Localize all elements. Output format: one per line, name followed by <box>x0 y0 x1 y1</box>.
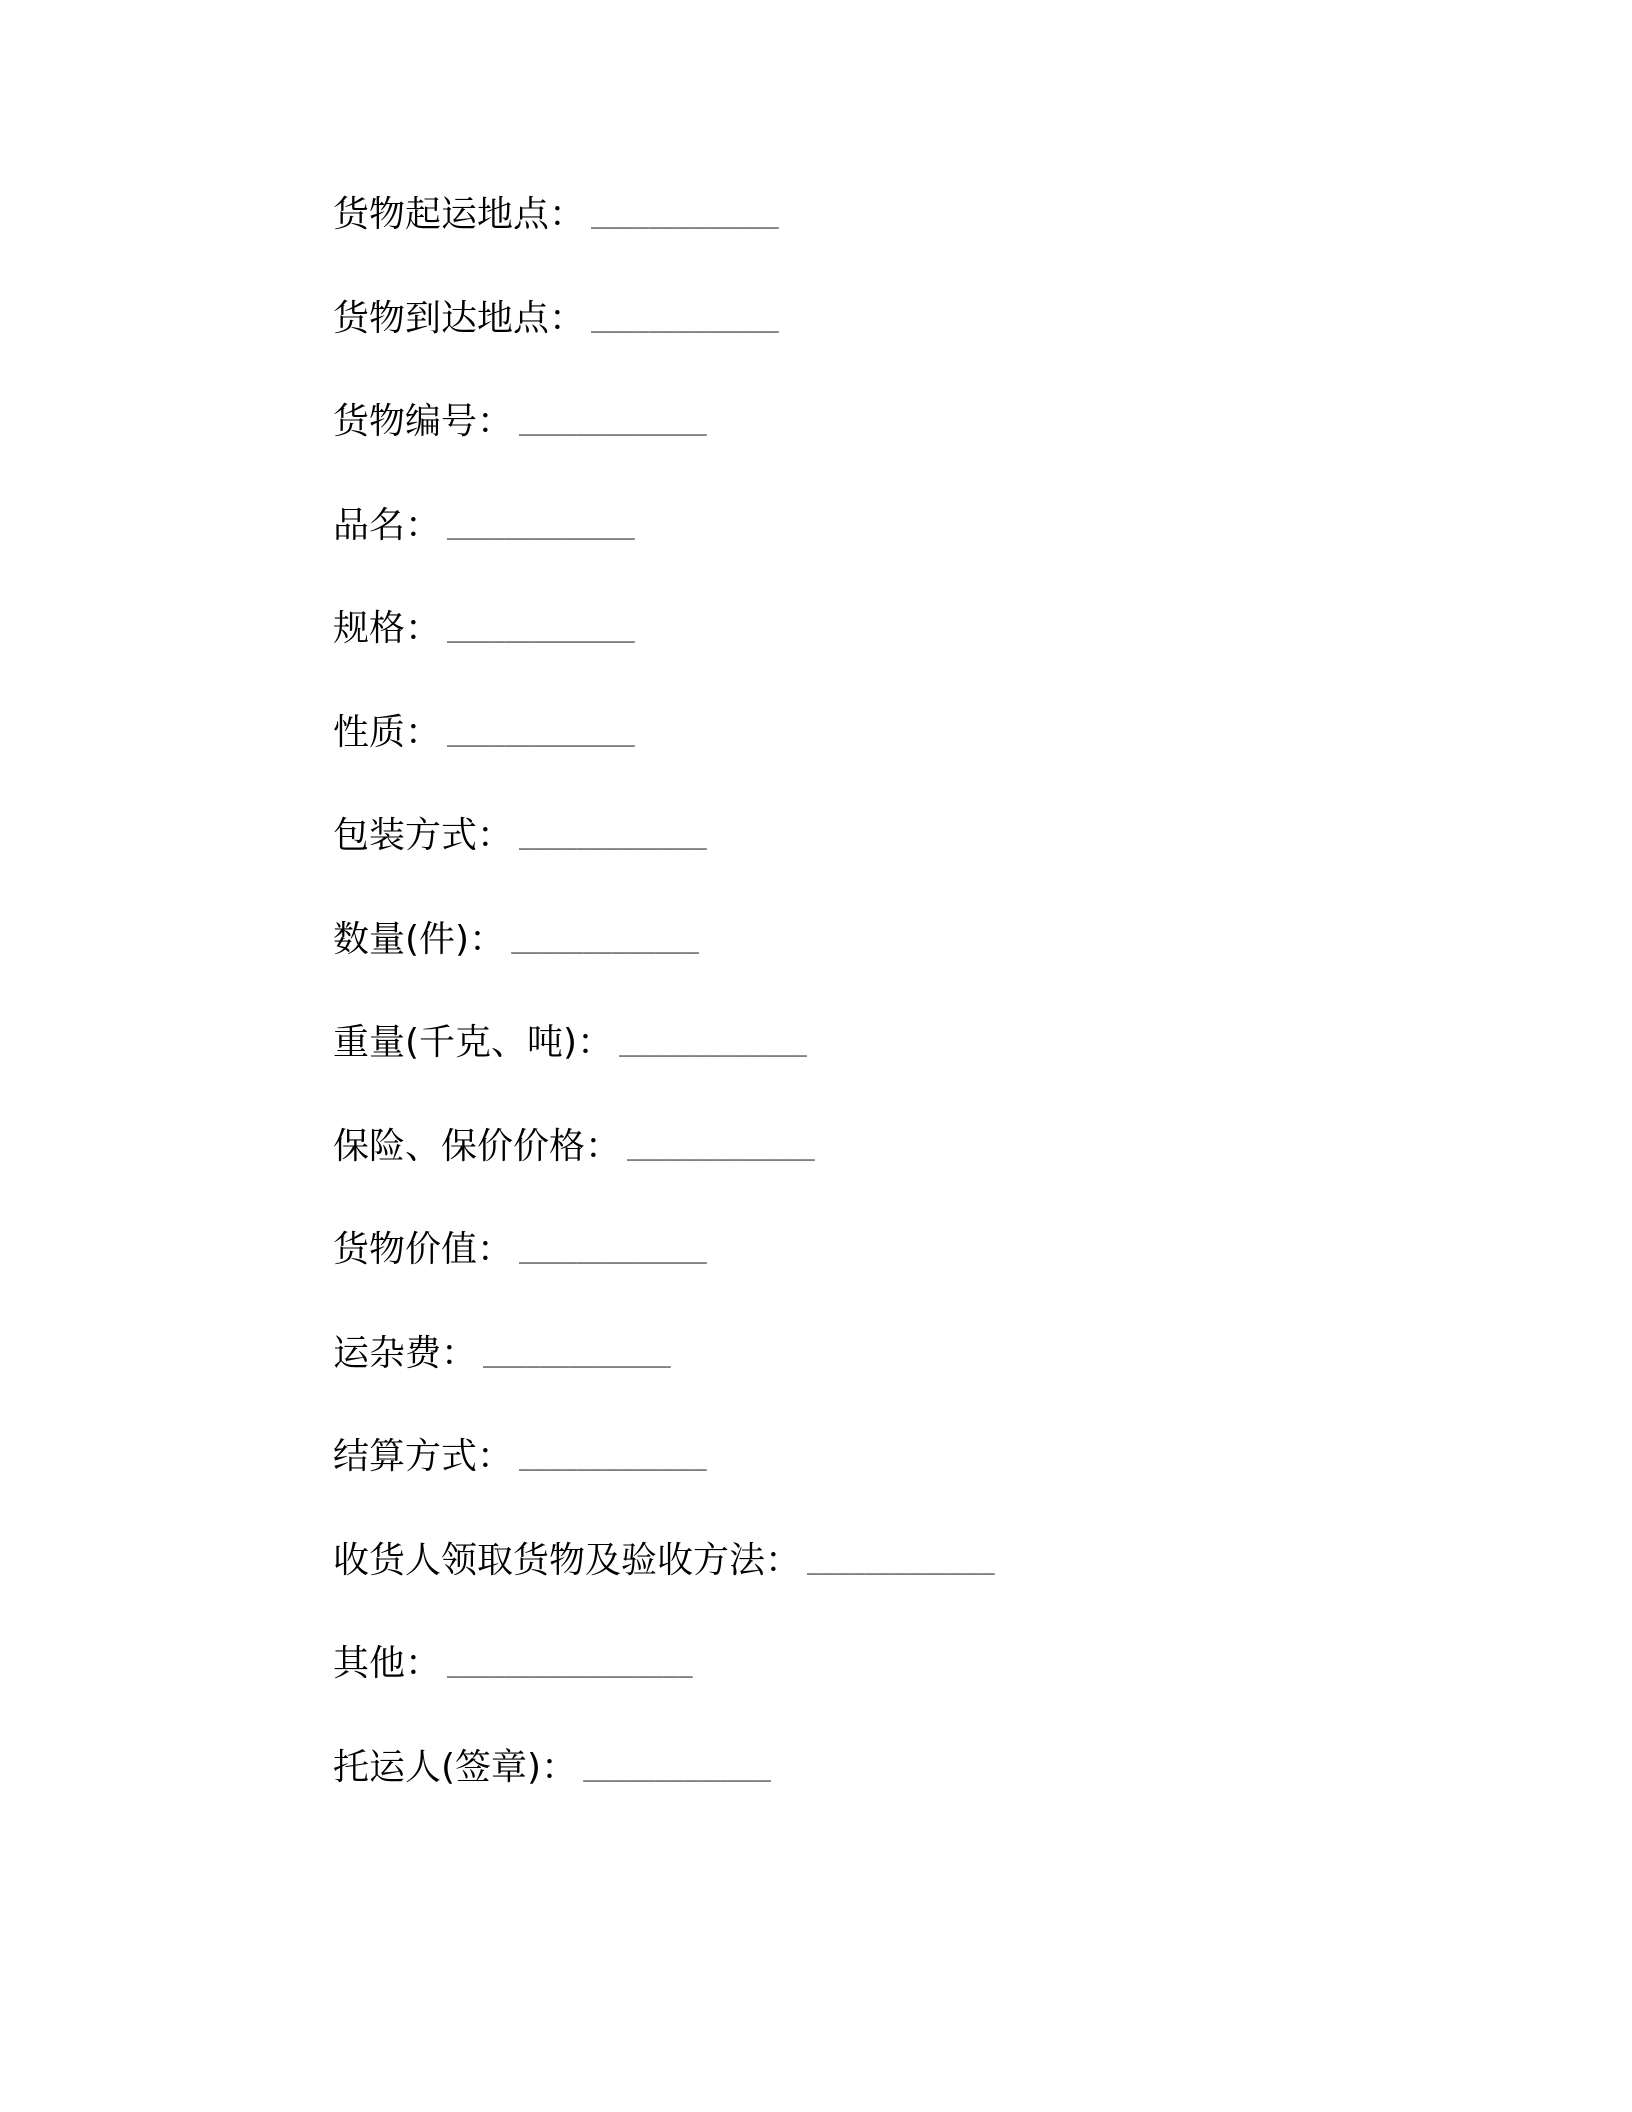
field-blank-line: _____________ <box>519 1236 707 1264</box>
field-specification <box>333 604 1333 708</box>
field-label: 货物价值： <box>333 1229 514 1270</box>
field-blank-line: _____________ <box>627 1132 815 1161</box>
field-origin <box>333 190 1333 294</box>
form-field-list <box>333 190 1333 1846</box>
field-blank-line: _____________ <box>483 1339 671 1368</box>
field-quantity <box>333 915 1333 1019</box>
field-blank-line: _____________ <box>519 1443 707 1471</box>
field-receipt-method <box>333 1536 1333 1640</box>
field-label: 品名： <box>333 504 442 546</box>
field-blank-line: _____________ <box>511 925 699 954</box>
field-blank-line: _____________ <box>619 1029 807 1057</box>
field-blank-line: _____________ <box>519 408 707 436</box>
field-label: 托运人(签章)： <box>333 1746 578 1788</box>
field-label: 数量(件)： <box>333 918 506 960</box>
field-settlement-method <box>333 1432 1333 1536</box>
field-label: 运杂费： <box>333 1332 478 1374</box>
field-insurance-price <box>333 1122 1333 1226</box>
field-freight-charges <box>333 1329 1333 1433</box>
field-blank-line: _____________ <box>583 1753 771 1782</box>
field-blank-line: _____________ <box>519 822 707 850</box>
field-shipper-signature <box>333 1743 1333 1847</box>
field-label: 货物编号： <box>333 401 514 442</box>
field-nature <box>333 708 1333 812</box>
field-blank-line: _____________ <box>447 615 635 643</box>
field-blank-line: _____________ <box>447 511 635 540</box>
field-blank-line: _____________ <box>591 201 779 229</box>
field-label: 规格： <box>333 608 442 649</box>
field-label: 其他： <box>333 1643 442 1684</box>
field-label: 结算方式： <box>333 1436 514 1477</box>
field-cargo-value <box>333 1225 1333 1329</box>
field-destination <box>333 294 1333 398</box>
field-label: 保险、保价价格： <box>333 1125 622 1167</box>
field-other <box>333 1639 1333 1743</box>
field-label: 重量(千克、吨)： <box>333 1022 614 1063</box>
field-label: 收货人领取货物及验收方法： <box>333 1539 802 1581</box>
field-label: 货物到达地点： <box>333 297 586 339</box>
field-blank-line: _____________ <box>447 718 635 747</box>
field-product-name <box>333 501 1333 605</box>
field-blank-line: _____________ <box>591 304 779 333</box>
field-blank-line: _________________ <box>447 1650 693 1678</box>
field-label: 包装方式： <box>333 815 514 856</box>
field-label: 性质： <box>333 711 442 753</box>
field-weight <box>333 1018 1333 1122</box>
field-cargo-number <box>333 397 1333 501</box>
field-blank-line: _____________ <box>807 1546 995 1575</box>
field-label: 货物起运地点： <box>333 194 586 235</box>
field-packaging <box>333 811 1333 915</box>
